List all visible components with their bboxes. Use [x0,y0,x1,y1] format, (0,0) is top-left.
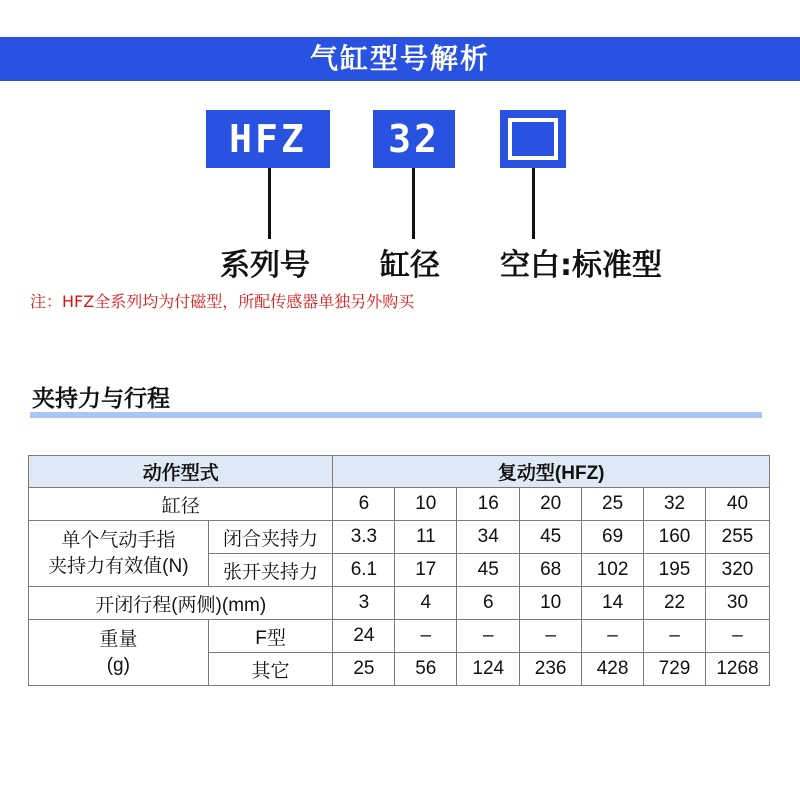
table-cell: 320 [706,554,770,587]
series-code-box: HFZ [206,110,330,168]
table-cell: 25 [333,653,395,686]
table-cell: 45 [457,554,520,587]
table-cell: – [644,620,706,653]
table-cell: 68 [520,554,582,587]
table-cell: 6.1 [333,554,395,587]
open-force-label: 张开夹持力 [208,554,333,587]
grip-force-label-line2: 夹持力有效值(N) [48,555,189,577]
grip-force-label-line1: 单个气动手指 [61,529,176,551]
banner-title: 气缸型号解析 [0,37,800,81]
table-cell: 3 [333,587,395,620]
table-cell: 22 [644,587,706,620]
table-cell: 160 [644,521,706,554]
section-title: 夹持力与行程 [32,386,170,412]
grip-force-label [29,521,209,587]
table-cell: 729 [644,653,706,686]
table-cell: 102 [582,554,644,587]
table-cell: – [582,620,644,653]
table-cell: – [457,620,520,653]
table-cell: 10 [520,587,582,620]
table-cell: 11 [395,521,457,554]
bore-row-label: 缸径 [29,488,333,521]
table-cell: 195 [644,554,706,587]
bore-pointer-line [412,168,415,239]
spec-table [28,455,770,686]
other-label: 其它 [208,653,333,686]
table-cell: 30 [706,587,770,620]
weight-label [29,620,209,686]
bore-code-box: 32 [373,110,455,168]
stroke-label: 开闭行程(两侧)(mm) [29,587,333,620]
f-type-label: F型 [208,620,333,653]
table-cell: 428 [582,653,644,686]
bore-label: 缸径 [380,248,440,283]
table-row [29,620,770,653]
series-pointer-line [268,168,271,239]
table-cell: 6 [457,587,520,620]
table-row [29,587,770,620]
sensor-note: 注：HFZ全系列均为付磁型，所配传感器单独另外购买 [30,292,415,311]
table-cell: 16 [457,488,520,521]
blank-label: 空白:标准型 [500,248,662,283]
table-cell: 6 [333,488,395,521]
blank-pointer-line [532,168,535,239]
table-cell: 56 [395,653,457,686]
table-cell: 4 [395,587,457,620]
header-action-type: 动作型式 [29,456,333,488]
table-cell: 3.3 [333,521,395,554]
table-cell: 10 [395,488,457,521]
table-cell: 124 [457,653,520,686]
table-cell: 20 [520,488,582,521]
table-cell: 24 [333,620,395,653]
table-cell: 40 [706,488,770,521]
weight-label-line2: (g) [106,654,130,676]
table-cell: 69 [582,521,644,554]
table-cell: – [520,620,582,653]
table-row [29,488,770,521]
table-cell: 34 [457,521,520,554]
table-cell: – [706,620,770,653]
table-cell: 45 [520,521,582,554]
weight-label-line1: 重量 [99,628,138,650]
table-cell: – [395,620,457,653]
table-cell: 1268 [706,653,770,686]
table-cell: 236 [520,653,582,686]
table-cell: 25 [582,488,644,521]
section-divider [30,412,762,418]
table-row [29,521,770,554]
series-label: 系列号 [220,248,310,283]
table-cell: 255 [706,521,770,554]
close-force-label: 闭合夹持力 [208,521,333,554]
blank-square-icon [508,118,558,160]
header-double-acting: 复动型(HFZ) [333,456,770,488]
table-cell: 14 [582,587,644,620]
table-header-row [29,456,770,488]
table-cell: 17 [395,554,457,587]
table-cell: 32 [644,488,706,521]
blank-code-box [500,110,566,168]
